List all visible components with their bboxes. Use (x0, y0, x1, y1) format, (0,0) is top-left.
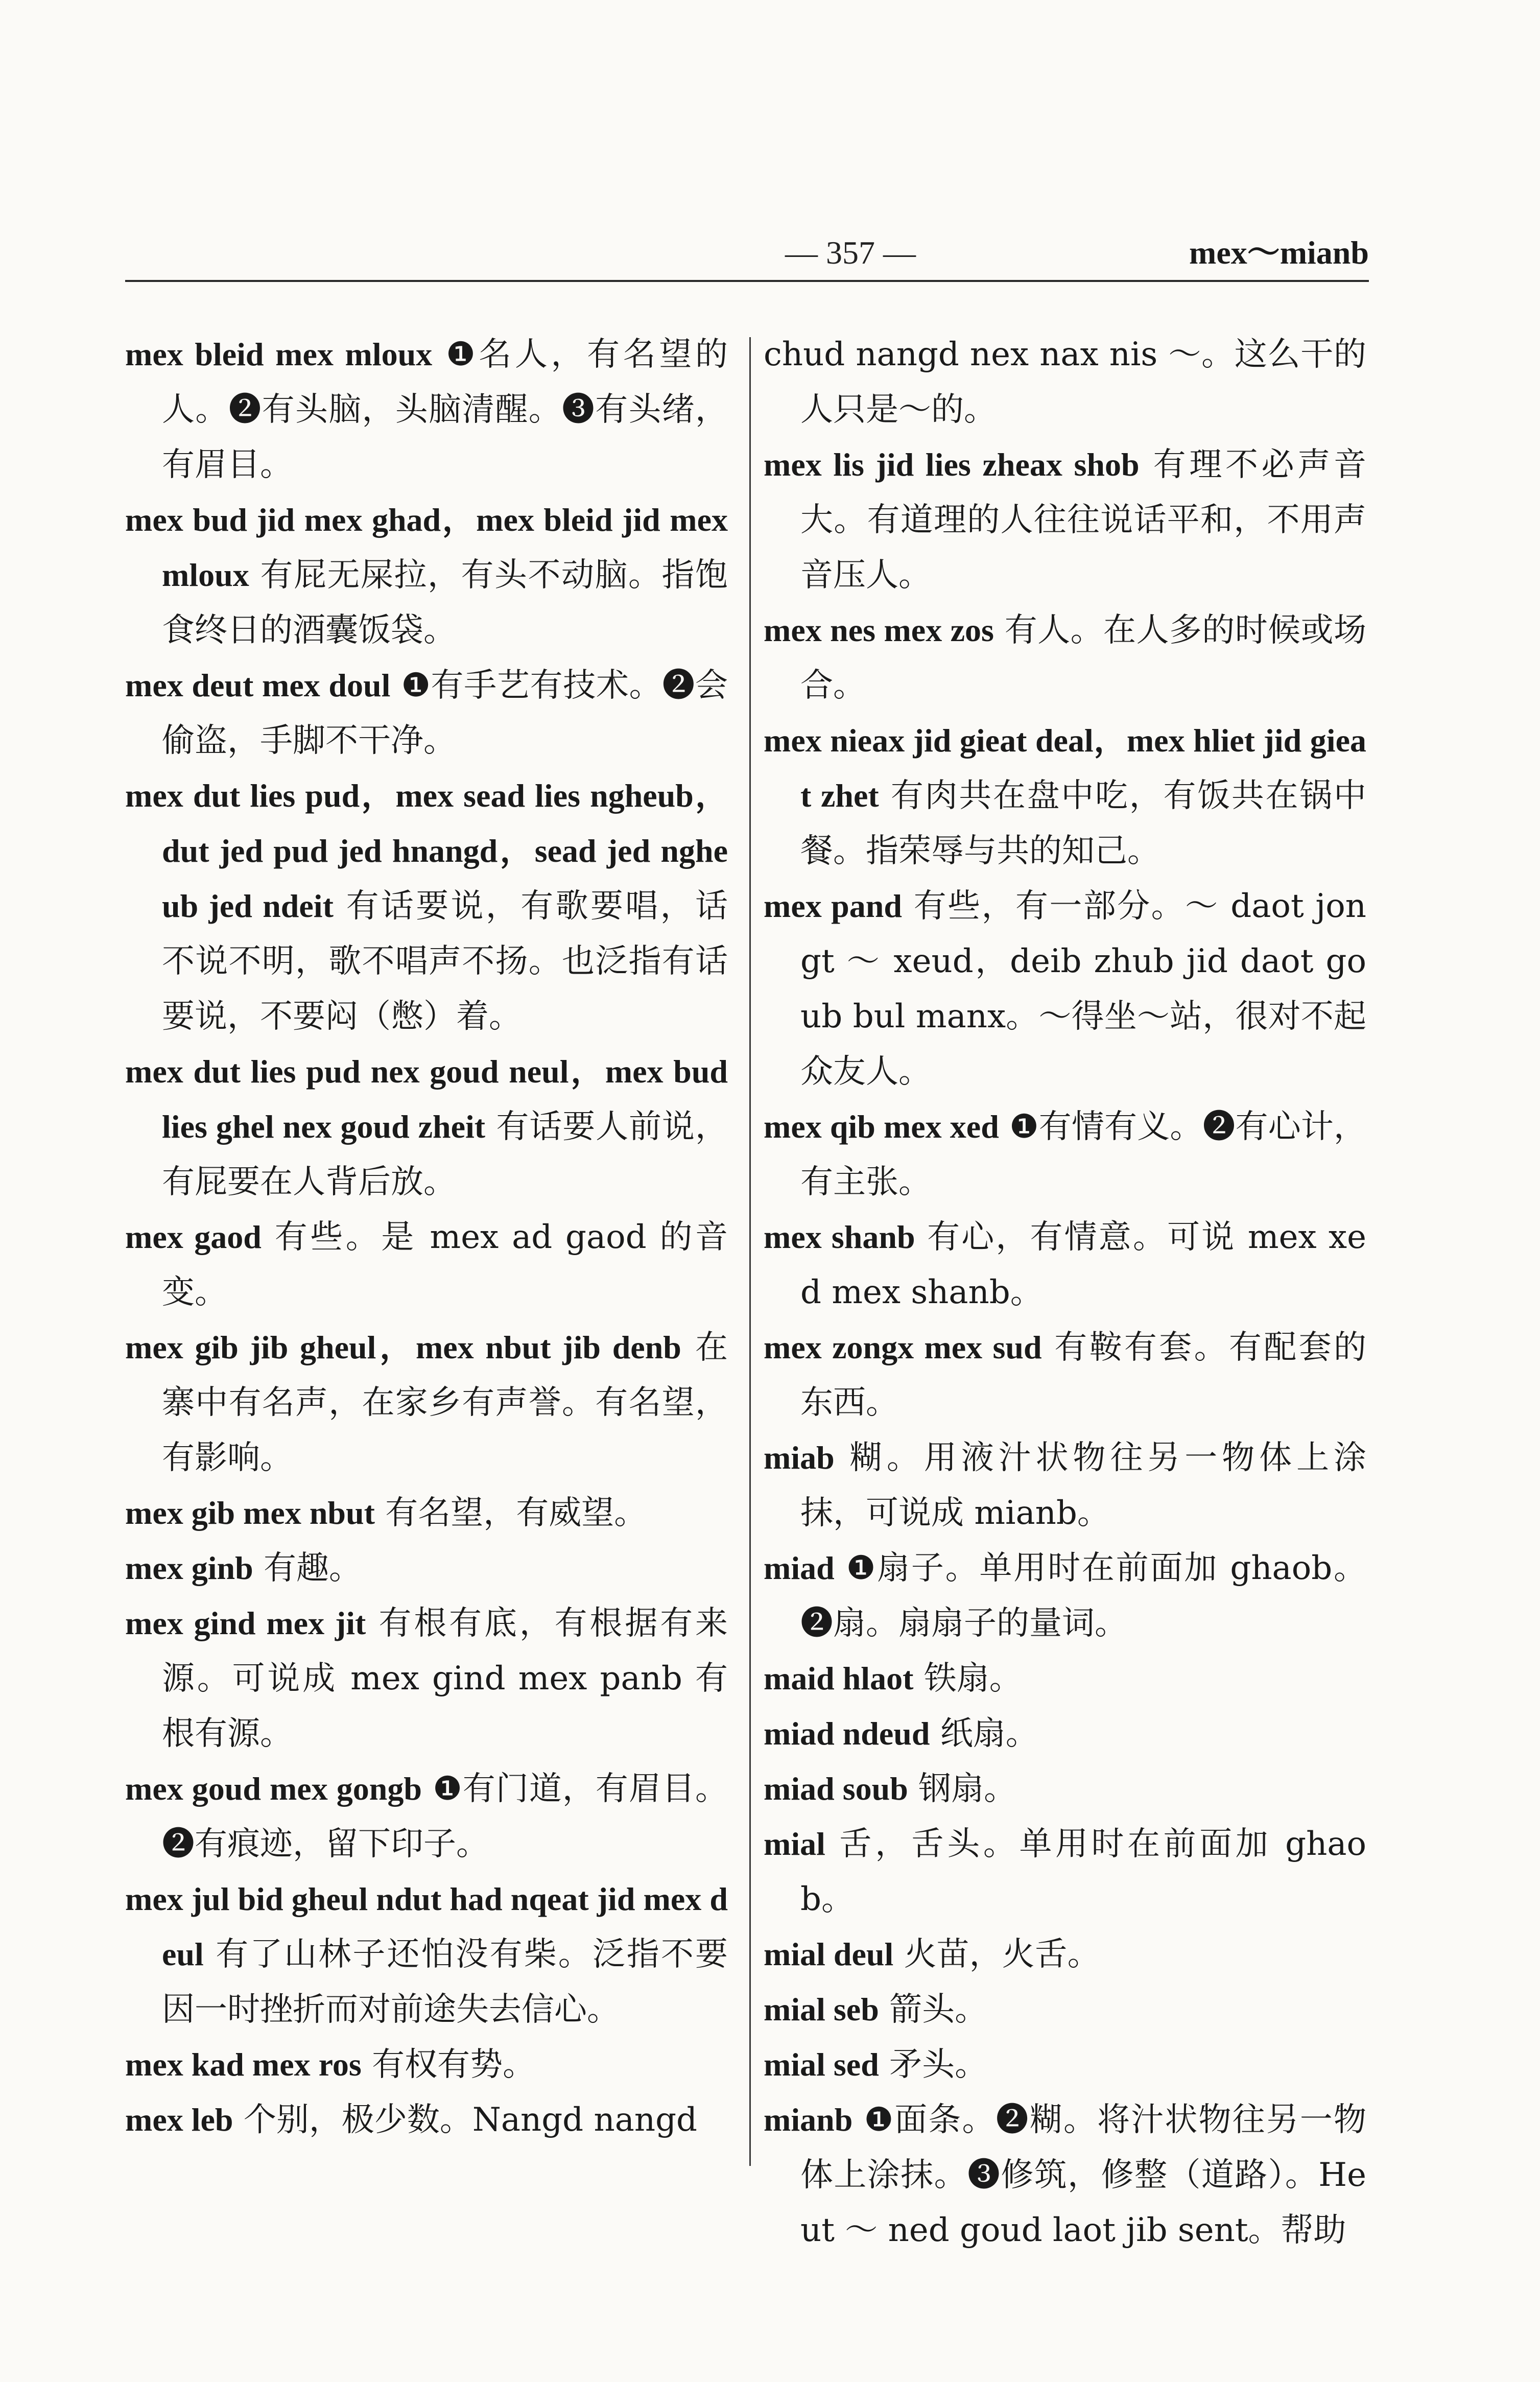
entry-definition: 在寨中有名声，在家乡有声誉。有名望，有影响。 (162, 1329, 728, 1477)
entry-headword: mex nes mex zos (764, 612, 994, 648)
entry-headword: mex bud jid mex ghad，mex bleid jid mex mloux (125, 502, 728, 593)
entry-definition: 糊。用液汁状物往另一物体上涂抹，可说成 mianb。 (800, 1439, 1367, 1532)
entry-headword: mex lis jid lies zheax shob (764, 446, 1140, 483)
dictionary-entry (125, 1761, 728, 1872)
dictionary-entry (125, 1541, 728, 1596)
dictionary-entry (764, 1541, 1366, 1651)
entry-headword: miab (764, 1440, 835, 1476)
entry-headword: mex leb (125, 2102, 233, 2138)
page-number: — 357 — (785, 234, 916, 271)
entry-headword: miad ndeud (764, 1715, 930, 1752)
entry-headword: mianb (764, 2102, 853, 2138)
entry-definition: 矛头。 (889, 2046, 988, 2084)
entry-headword: mex dut lies pud nex goud neul，mex bud lies ghel nex goud zheit (125, 1053, 728, 1145)
dictionary-entry (764, 1706, 1366, 1761)
entry-definition: 有理不必声音大。有道理的人往往说话平和，不用声音压人。 (800, 446, 1367, 594)
entry-headword: mial deul (764, 1936, 894, 1972)
dictionary-entry (764, 1099, 1366, 1210)
dictionary-entry (125, 1210, 728, 1320)
dictionary-entry (125, 2037, 728, 2092)
dictionary-entry (125, 1044, 728, 1210)
entry-definition: 纸扇。 (940, 1715, 1038, 1753)
entry-definition: 舌，舌头。单用时在前面加 ghaob。 (800, 1825, 1367, 1918)
entry-headword: mex dut lies pud，mex sead lies ngheub，dut jed pud jed hnangd，sead jed ngheub jed ndeit (125, 777, 728, 924)
entry-headword: mex goud mex gongb (125, 1771, 422, 1807)
dictionary-entry (764, 603, 1366, 713)
entry-headword: mex ginb (125, 1550, 253, 1586)
dictionary-entry (125, 327, 728, 492)
dictionary-entry (764, 327, 1366, 437)
entry-headword: mial sed (764, 2046, 879, 2083)
entry-headword: mex nieax jid gieat deal，mex hliet jid gieat zhet (764, 722, 1366, 814)
dictionary-entry (125, 658, 728, 768)
entry-definition: 钢扇。 (918, 1770, 1017, 1808)
entry-headword: mex gib jib gheul，mex nbut jib denb (125, 1329, 681, 1365)
entry-definition: ❶扇子。单用时在前面加 ghaob。❷扇。扇扇子的量词。 (800, 1549, 1367, 1642)
entry-headword: mex gib mex nbut (125, 1495, 375, 1531)
entry-definition: 有屁无屎拉，有头不动脑。指饱食终日的酒囊饭袋。 (162, 556, 728, 649)
entry-definition: 箭头。 (889, 1991, 988, 2029)
dictionary-entry (764, 1982, 1366, 2037)
dictionary-entry (764, 1651, 1366, 1706)
entry-headword: mex pand (764, 888, 902, 924)
entry-definition: 有了山林子还怕没有柴。泛指不要因一时挫折而对前途失去信心。 (162, 1936, 728, 2029)
dictionary-entry (764, 879, 1366, 1099)
dictionary-entry (125, 1320, 728, 1485)
dictionary-entry (764, 2092, 1366, 2258)
dictionary-entry (764, 2037, 1366, 2092)
entry-definition: 有鞍有套。有配套的东西。 (800, 1329, 1366, 1422)
entry-definition: ❶有手艺有技术。❷会偷盗，手脚不干净。 (162, 667, 728, 760)
entry-headword: mex shanb (764, 1219, 915, 1255)
dictionary-entry (764, 1761, 1366, 1817)
entry-definition: 铁扇。 (923, 1660, 1022, 1697)
entry-headword: mex jul bid gheul ndut had nqeat jid mex deul (125, 1881, 728, 1972)
dictionary-entry (125, 2092, 728, 2148)
running-head: mex～mianb (1189, 234, 1369, 271)
entry-headword: mex gaod (125, 1219, 262, 1255)
entry-headword: mex deut mex doul (125, 667, 391, 703)
dictionary-entry (764, 1320, 1366, 1430)
entry-definition: 有名望，有威望。 (385, 1494, 647, 1532)
entry-definition: 个别，极少数。Nangd nangd (243, 2101, 698, 2139)
page-header (125, 225, 1369, 281)
entry-definition: 有心，有情意。可说 mex xed mex shanb。 (800, 1218, 1367, 1311)
entry-headword: mex gind mex jit (125, 1605, 366, 1641)
right-column (764, 327, 1367, 2249)
dictionary-entry (764, 1927, 1366, 1982)
dictionary-entry (764, 1430, 1366, 1541)
dictionary-entry (125, 1596, 728, 1761)
dictionary-entry (764, 437, 1366, 603)
entry-definition: 有话要人前说，有屁要在人背后放。 (162, 1108, 728, 1201)
entry-definition: chud nangd nex nax nis ～。这么干的人只是～的。 (764, 336, 1366, 429)
dictionary-entry (125, 1872, 728, 2037)
dictionary-entry (125, 492, 728, 658)
entry-definition: 有些。是 mex ad gaod 的音变。 (162, 1218, 728, 1311)
entry-definition: ❶有门道，有眉目。❷有痕迹，留下印子。 (162, 1770, 728, 1863)
entry-headword: miad soub (764, 1771, 908, 1807)
entry-definition: ❶面条。❷糊。将汁状物往另一物体上涂抹。❸修筑，修整（道路）。Heut ～ ned goud laot jib sent。帮助 (800, 2101, 1367, 2249)
entry-definition: 火苗，火舌。 (904, 1936, 1100, 1973)
entry-headword: mial seb (764, 1991, 879, 2027)
entry-headword: mex zongx mex sud (764, 1329, 1042, 1365)
header-rule (125, 280, 1369, 282)
entry-definition: ❶有情有义。❷有心计，有主张。 (800, 1108, 1367, 1201)
entry-headword: maid hlaot (764, 1660, 914, 1696)
entry-headword: mex kad mex ros (125, 2046, 362, 2083)
entry-definition: 有些，有一部分。～ daot jongt ～ xeud，deib zhub jid daot goub bul manx。～得坐～站，很对不起众友人。 (800, 887, 1367, 1091)
entry-definition: ❶名人，有名望的人。❷有头脑，头脑清醒。❸有头绪，有眉目。 (162, 336, 728, 484)
dictionary-entry (764, 713, 1366, 879)
entry-definition: 有趣。 (264, 1549, 362, 1587)
entry-headword: mex qib mex xed (764, 1109, 999, 1145)
entry-definition: 有肉共在盘中吃，有饭共在锅中餐。指荣辱与共的知己。 (800, 777, 1367, 870)
entry-definition: 有话要说，有歌要唱，话不说不明，歌不唱声不扬。也泛指有话要说，不要闷（憋）着。 (162, 887, 728, 1035)
entry-definition: 有根有底，有根据有来源。可说成 mex gind mex panb 有根有源。 (162, 1605, 728, 1753)
dictionary-entry (764, 1817, 1366, 1927)
dictionary-entry (125, 768, 728, 1044)
entry-headword: mex bleid mex mloux (125, 336, 433, 372)
dictionary-entry (764, 1210, 1366, 1320)
dictionary-entry (125, 1485, 728, 1541)
entry-headword: mial (764, 1826, 825, 1862)
entry-definition: 有人。在人多的时候或场合。 (800, 611, 1367, 704)
entry-definition: 有权有势。 (372, 2046, 536, 2084)
entry-headword: miad (764, 1550, 835, 1586)
left-column (125, 327, 728, 2197)
column-divider (749, 337, 751, 2166)
